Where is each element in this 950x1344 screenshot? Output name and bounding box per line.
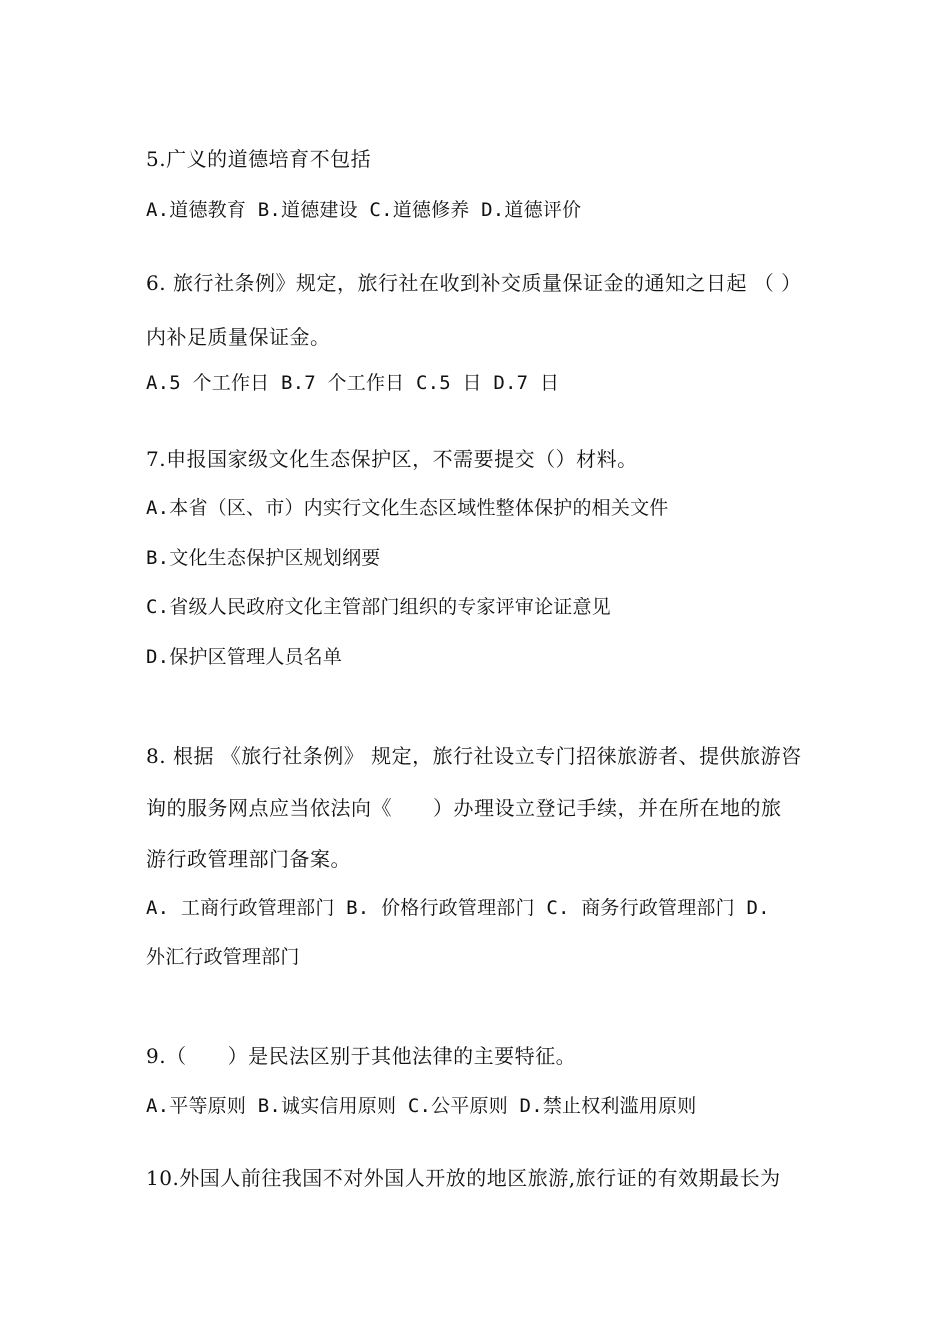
question-9-options: A.平等原则 B.诚实信用原则 C.公平原则 D.禁止权利滥用原则 [146, 1095, 697, 1117]
question-8-stem-line-2: 询的服务网点应当依法向《 ）办理设立登记手续，并在所在地的旅 [146, 796, 782, 820]
question-10-stem: 10.外国人前往我国不对外国人开放的地区旅游,旅行证的有效期最长为 [146, 1166, 781, 1190]
question-8-stem-line-3: 游行政管理部门备案。 [146, 847, 351, 871]
question-7-option-d: D.保护区管理人员名单 [146, 646, 343, 668]
question-8-options-line-2: 外汇行政管理部门 [146, 946, 300, 968]
question-6-options: A.5 个工作日 B.7 个工作日 C.5 日 D.7 日 [146, 372, 560, 394]
question-7-option-a: A.本省（区、市）内实行文化生态区域性整体保护的相关文件 [146, 497, 669, 519]
question-6-stem-line-2: 内补足质量保证金。 [146, 325, 331, 349]
question-6-stem-line-1: 6. 旅行社条例》规定，旅行社在收到补交质量保证金的通知之日起 （ ） [146, 271, 802, 295]
question-5-stem: 5.广义的道德培育不包括 [146, 147, 372, 171]
question-9-stem: 9.（ ）是民法区别于其他法律的主要特征。 [146, 1044, 577, 1068]
question-8-stem-line-1: 8. 根据 《旅行社条例》 规定，旅行社设立专门招徕旅游者、提供旅游咨 [146, 744, 802, 768]
question-8-options-line-1: A. 工商行政管理部门 B. 价格行政管理部门 C. 商务行政管理部门 D. [146, 897, 770, 919]
question-7-option-b: B.文化生态保护区规划纲要 [146, 547, 381, 569]
question-5-options: A.道德教育 B.道德建设 C.道德修养 D.道德评价 [146, 199, 582, 221]
question-7-option-c: C.省级人民政府文化主管部门组织的专家评审论证意见 [146, 596, 611, 618]
question-7-stem: 7.申报国家级文化生态保护区，不需要提交（）材料。 [146, 447, 638, 471]
